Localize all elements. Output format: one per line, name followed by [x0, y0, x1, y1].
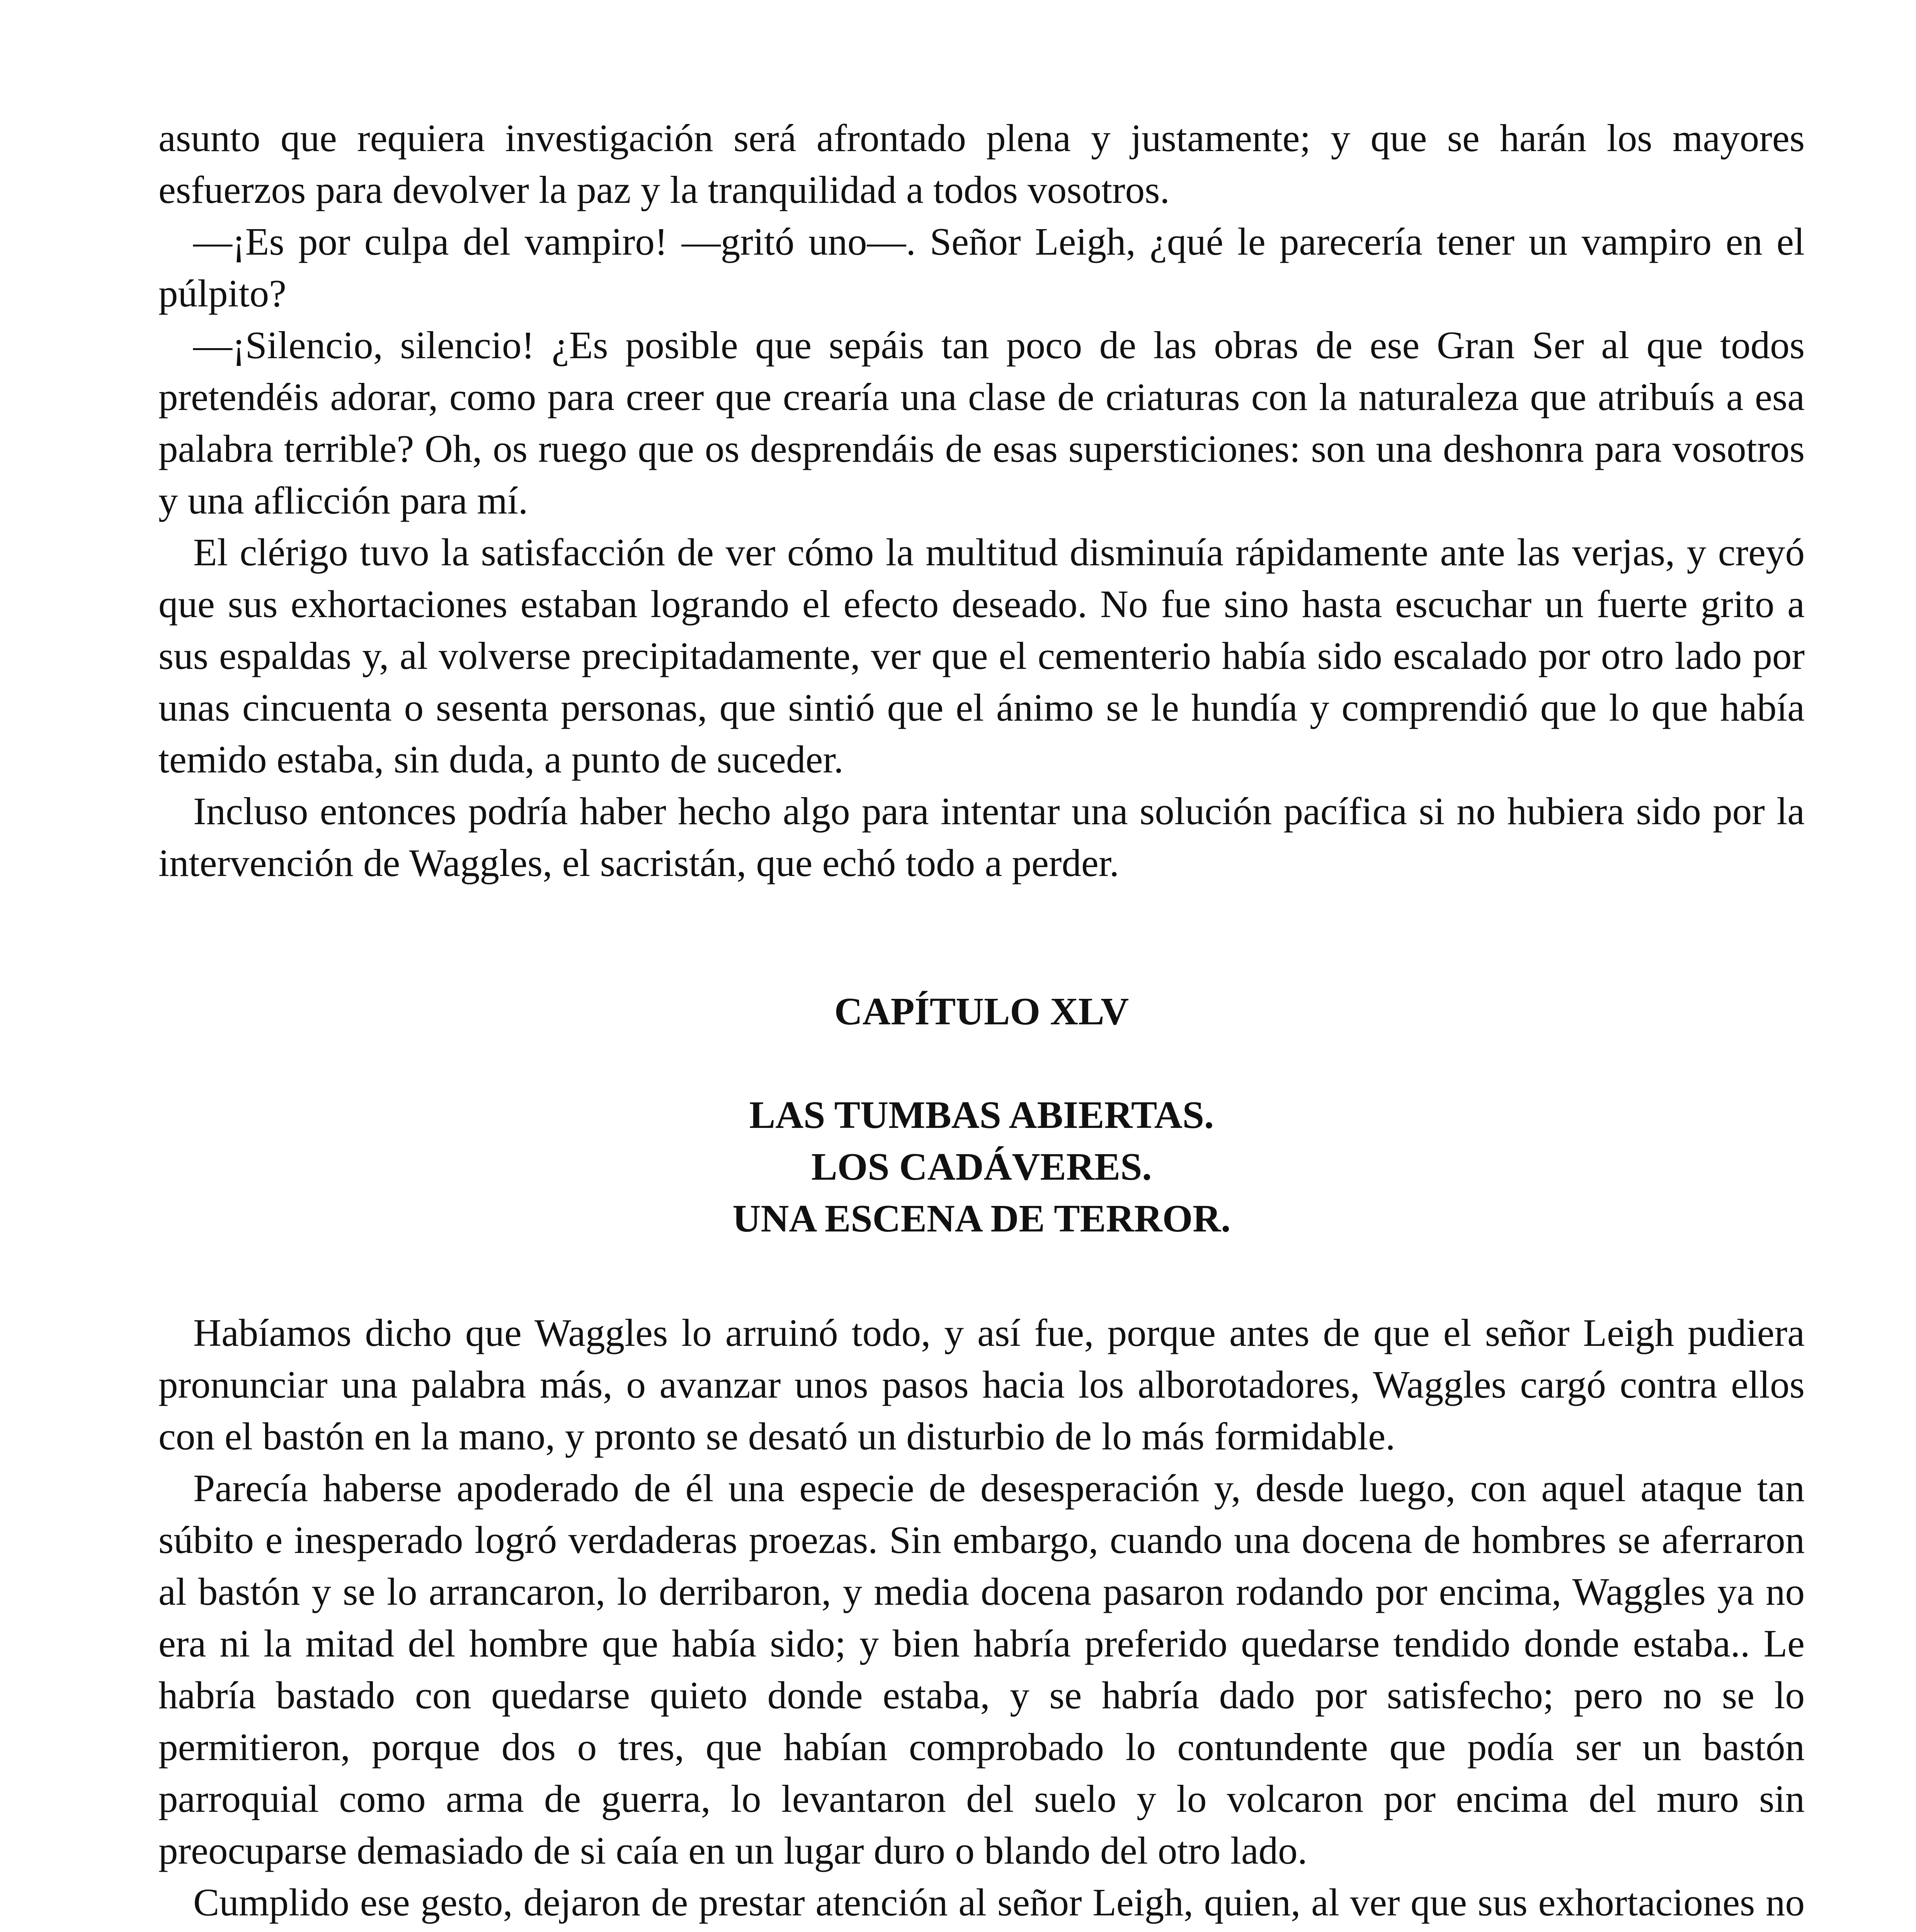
chapter-title: CAPÍTULO XLV — [834, 990, 1129, 1033]
chapter-paragraph: Parecía haberse apoderado de él una especie de desesperación y, desde luego, con aquel ataque tan súbito e inesperado logró verdaderas proezas. Sin embargo, cuando una docena de hombres se aferraron al bastón y se lo arrancaron, lo derribaron, y media docena pasaron rodando por encima, Waggles ya no era ni la mitad del hombre que había sido; y bien habría preferido quedarse tendido donde estaba.. Le habría bastado con quedarse quieto donde estaba, y se habría dado por satisfecho; pero no se lo permitieron, porque dos o tres, que habían comprobado lo contundente que podía ser un bastón parroquial como arma de guerra, lo levantaron del suelo y lo volcaron por encima del muro sin preocuparse demasiado de si caía en un lugar duro o blando del otro lado. — [158, 1466, 1805, 1872]
chapter-subtitle-line: LOS CADÁVERES. — [811, 1145, 1152, 1188]
chapter-subtitle — [158, 1089, 1805, 1244]
paragraph-clergyman: El clérigo tuvo la satisfacción de ver cómo la multitud disminuía rápidamente ante las verjas, y creyó que sus exhortaciones estaban logrando el efecto deseado. No fue sino hasta escuchar un fuerte grito a sus espaldas y, al volverse precipitadamente, ver que el cementerio había sido escalado por otro lado por unas cincuenta o sesenta personas, que sintió que el ánimo se le hundía y comprendió que lo que había temido estaba, sin duda, a punto de suceder. — [158, 531, 1805, 781]
paragraph-dialogue-silence: —¡Silencio, silencio! ¿Es posible que sepáis tan poco de las obras de ese Gran Ser al que todos pretendéis adorar, como para creer que crearía una clase de criaturas con la naturaleza que atribuís a esa palabra terrible? Oh, os ruego que os desprendáis de esas supersticiones: son una deshonra para vosotros y una aflicción para mí. — [158, 323, 1805, 522]
chapter-subtitle-line: LAS TUMBAS ABIERTAS. — [749, 1093, 1214, 1136]
page-content — [158, 112, 1805, 1932]
chapter-paragraph: Cumplido ese gesto, dejaron de prestar atención al señor Leigh, quien, al ver que sus exhortaciones no — [193, 1881, 1805, 1924]
paragraph-dialogue-vampire: —¡Es por culpa del vampiro! —gritó uno—. Señor Leigh, ¿qué le parecería tener un vampiro en el púlpito? — [158, 220, 1805, 315]
paragraph-waggles-intervention: Incluso entonces podría haber hecho algo para intentar una solución pacífica si no hubiera sido por la intervención de Waggles, el sacristán, que echó todo a perder. — [158, 789, 1805, 884]
paragraph-continuation: asunto que requiera investigación será afrontado plena y justamente; y que se harán los mayores esfuerzos para devolver la paz y la tranquilidad a todos vosotros. — [158, 116, 1805, 211]
chapter-subtitle-line: UNA ESCENA DE TERROR. — [732, 1197, 1231, 1240]
chapter-paragraph: Habíamos dicho que Waggles lo arruinó todo, y así fue, porque antes de que el señor Leigh pudiera pronunciar una palabra más, o avanzar unos pasos hacia los alborotadores, Waggles cargó contra ellos con el bastón en la mano, y pronto se desató un disturbio de lo más formidable. — [158, 1311, 1805, 1458]
chapter-body — [158, 1307, 1805, 1932]
chapter-heading — [158, 985, 1805, 1244]
